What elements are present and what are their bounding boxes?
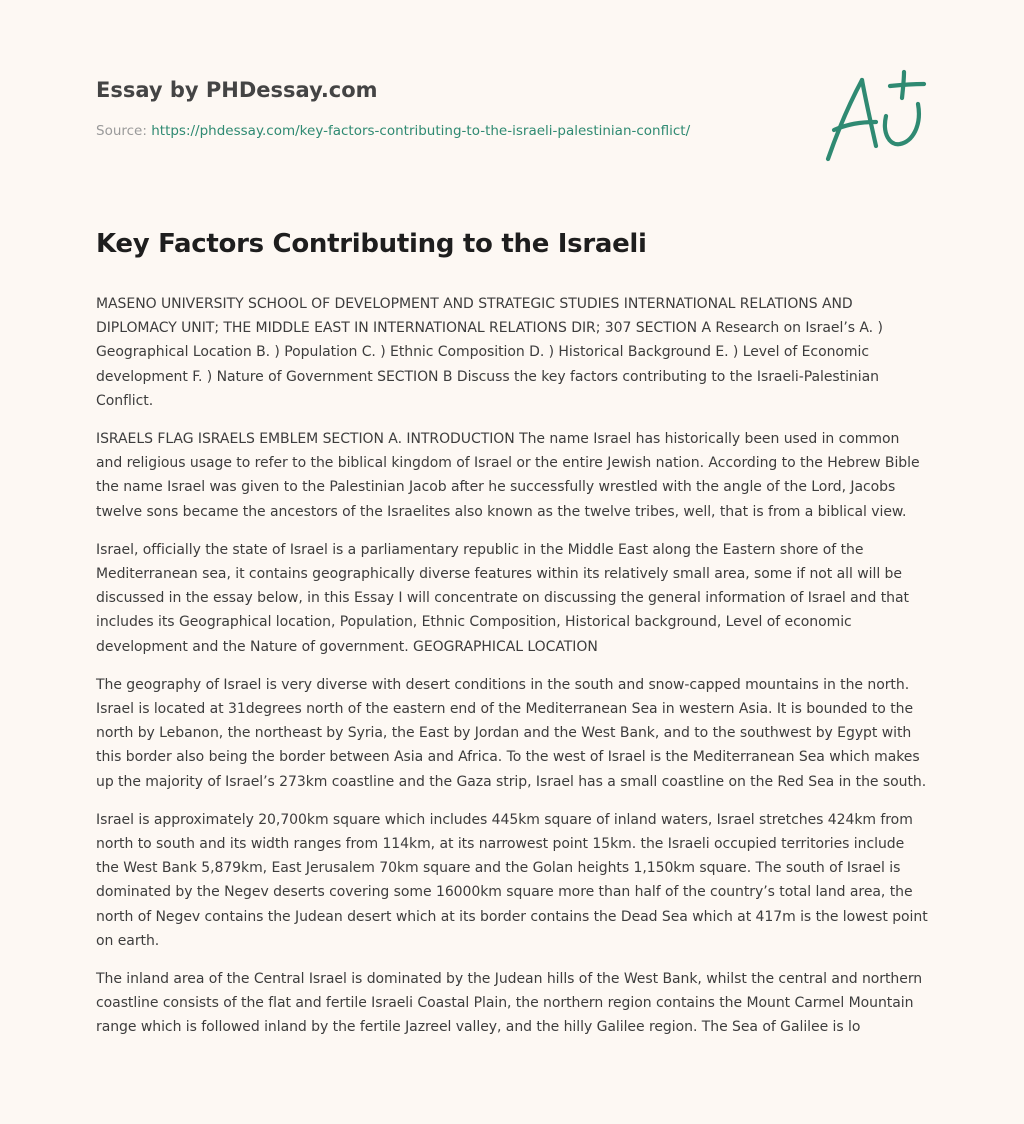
essay-paragraph: Israel, officially the state of Israel is a parliamentary republic in the Middle East along the Eastern shore of the Mediterranean sea, it contains geographically diverse features within its relatively small area, some if not all will be discussed in the essay below, in this Essay I will concentrate on discussing the general information of Israel and that includes its Geographical location, Population, Ethnic Composition, Historical background, Level of economic development and the Nature of government. GEOGRAPHICAL LOCATION	[96, 541, 909, 655]
source-label: Source:	[96, 123, 147, 139]
essay-paragraph: Israel is approximately 20,700km square which includes 445km square of inland waters, Israel stretches 424km from north to south and its width ranges from 114km, at its narrowest point 15km. the Israeli occupied territories include the West Bank 5,879km, East Jerusalem 70km square and the Golan heights 1,150km square. The south of Israel is dominated by the Negev deserts covering some 16000km square more than half of the country’s total land area, the north of Negev contains the Judean desert which at its border contains the Dead Sea which at 417m is the lowest point on earth.	[96, 811, 928, 949]
source-line	[96, 122, 796, 140]
a-plus-grade-logo	[820, 66, 928, 166]
essay-body	[96, 226, 928, 1054]
essay-title: Key Factors Contributing to the Israeli	[96, 229, 647, 259]
essay-paragraph: MASENO UNIVERSITY SCHOOL OF DEVELOPMENT AND STRATEGIC STUDIES INTERNATIONAL RELATIONS AND DIPLOMACY UNIT; THE MIDDLE EAST IN INTERNATIONAL RELATIONS DIR; 307 SECTION A Research on Israel’s A. ) Geographical Location B. ) Population C. ) Ethnic Composition D. ) Historical Background E. ) Level of Economic development F. ) Nature of Government SECTION B Discuss the key factors contributing to the Israeli-Palestinian Conflict.	[96, 296, 883, 409]
essay-paragraph: The geography of Israel is very diverse with desert conditions in the south and snow-capped mountains in the north. Israel is located at 31degrees north of the eastern end of the Mediterranean Sea in western Asia. It is bounded to the north by Lebanon, the northeast by Syria, the East by Jordan and the West Bank, and to the southwest by Egypt with this border also being the border between Asia and Africa. To the west of Israel is the Mediterranean Sea which makes up the majority of Israel’s 273km coastline and the Gaza strip, Israel has a small coastline on the Red Sea in the south.	[96, 676, 927, 790]
source-link[interactable]: https://phdessay.com/key-factors-contributing-to-the-israeli-palestinian-conflict/	[151, 123, 691, 139]
page-header	[96, 76, 796, 140]
essay-paragraph: ISRAELS FLAG ISRAELS EMBLEM SECTION A. INTRODUCTION The name Israel has historically been used in common and religious usage to refer to the biblical kingdom of Israel or the entire Jewish nation. According to the Hebrew Bible the name Israel was given to the Palestinian Jacob after he successfully wrestled with the angle of the Lord, Jacobs twelve sons became the ancestors of the Israelites also known as the twelve tribes, well, that is from a biblical view.	[96, 431, 920, 520]
site-title: Essay by PHDessay.com	[96, 78, 378, 102]
essay-paragraph: The inland area of the Central Israel is dominated by the Judean hills of the West Bank, whilst the central and northern coastline consists of the flat and fertile Israeli Coastal Plain, the northern region contains the Mount Carmel Mountain range which is followed inland by the fertile Jazreel valley, and the hilly Galilee region. The Sea of Galilee is lo	[96, 971, 923, 1036]
